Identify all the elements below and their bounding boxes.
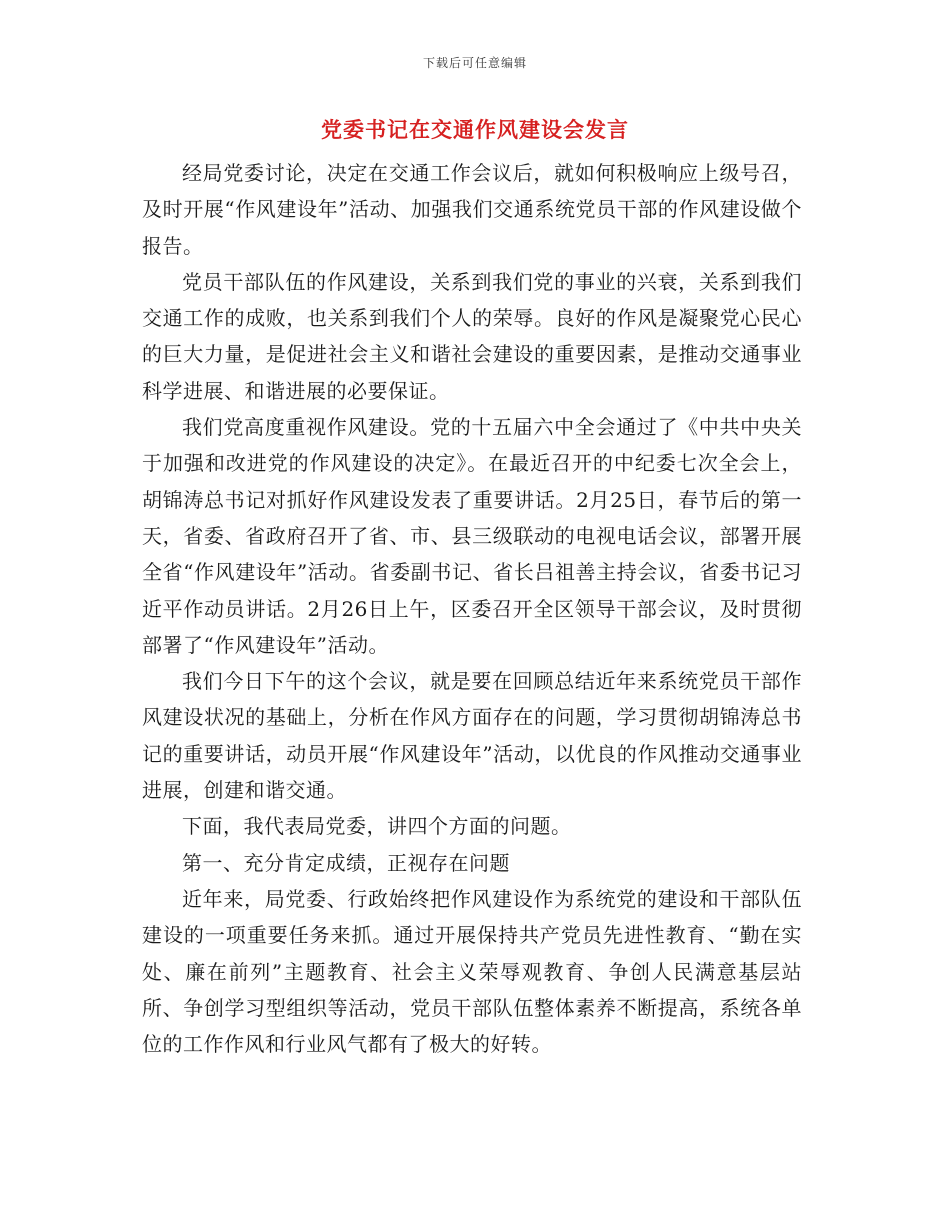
paragraph-background: 我们党高度重视作风建设。党的十五届六中全会通过了《中共中央关于加强和改进党的作风建设的决定》。在最近召开的中纪委七次全会上，胡锦涛总书记对抓好作风建设发表了重要讲话。2月25日，春节后的第一天，省委、省政府召开了省、市、县三级联动的电视电话会议，部署开展全省“作风建设年”活动。省委副书记、省长吕祖善主持会议，省委书记习近平作动员讲话。2月26日上午，区委召开全区领导干部会议，及时贯彻部署了“作风建设年”活动。 — [142, 415, 802, 657]
document-title: 党委书记在交通作风建设会发言 — [321, 118, 629, 142]
paragraph-achievements: 近年来，局党委、行政始终把作风建设作为系统党的建设和干部队伍建设的一项重要任务来抓。通过开展保持共产党员先进性教育、“勤在实处、廉在前列”主题教育、社会主义荣辱观教育、争创人民满意基层站所、争创学习型组织等活动，党员干部队伍整体素养不断提高，系统各单位的工作作风和行业风气都有了极大的好转。 — [142, 886, 802, 1057]
section-heading-one: 第一、充分肯定成绩，正视存在问题 — [182, 850, 510, 875]
paragraph-importance: 党员干部队伍的作风建设，关系到我们党的事业的兴衰，关系到我们交通工作的成败，也关系到我们个人的荣辱。良好的作风是凝聚党心民心的巨大力量，是促进社会主义和谐社会建设的重要因素，是推动交通事业科学进展、和谐进展的必要保证。 — [142, 269, 802, 403]
paragraph-meeting-purpose: 我们今日下午的这个会议，就是要在回顾总结近年来系统党员干部作风建设状况的基础上，分析在作风方面存在的问题，学习贯彻胡锦涛总书记的重要讲话，动员开展“作风建设年”活动，以优良的作风推动交通事业进展，创建和谐交通。 — [142, 669, 802, 803]
document-body — [142, 155, 802, 1062]
header-note: 下载后可任意编辑 — [422, 56, 527, 70]
paragraph-intro: 经局党委讨论，决定在交通工作会议后，就如何积极响应上级号召，及时开展“作风建设年”活动、加强我们交通系统党员干部的作风建设做个报告。 — [142, 161, 802, 258]
paragraph-outline: 下面，我代表局党委，讲四个方面的问题。 — [182, 814, 572, 839]
